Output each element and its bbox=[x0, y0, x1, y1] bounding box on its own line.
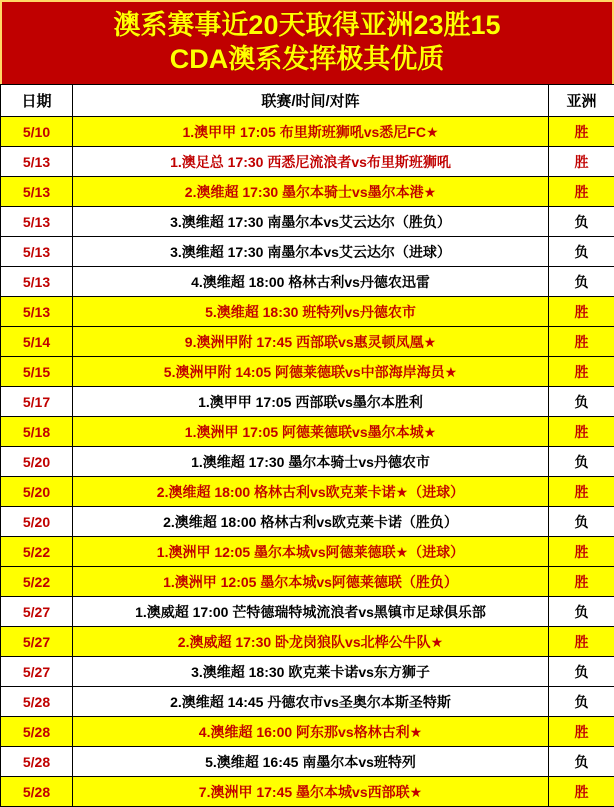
cell-date: 5/13 bbox=[1, 267, 73, 297]
col-header-asia: 亚洲 bbox=[549, 85, 614, 117]
table-row bbox=[1, 147, 614, 177]
table-row bbox=[1, 627, 614, 657]
cell-date: 5/13 bbox=[1, 147, 73, 177]
table-row bbox=[1, 687, 614, 717]
cell-date: 5/13 bbox=[1, 177, 73, 207]
cell-asia-result: 胜 bbox=[549, 777, 614, 807]
cell-date: 5/20 bbox=[1, 507, 73, 537]
cell-match: 1.澳威超 17:00 芒特德瑞特城流浪者vs黑镇市足球俱乐部 bbox=[73, 597, 549, 627]
cell-date: 5/13 bbox=[1, 297, 73, 327]
cell-match: 4.澳维超 18:00 格林古利vs丹德农迅雷 bbox=[73, 267, 549, 297]
table-row bbox=[1, 777, 614, 807]
cell-asia-result: 胜 bbox=[549, 327, 614, 357]
cell-match: 1.澳甲甲 17:05 布里斯班狮吼vs悉尼FC★ bbox=[73, 117, 549, 147]
table-row bbox=[1, 357, 614, 387]
table-row bbox=[1, 387, 614, 417]
table-row bbox=[1, 267, 614, 297]
table-row bbox=[1, 297, 614, 327]
cell-date: 5/27 bbox=[1, 627, 73, 657]
cell-match: 1.澳洲甲 17:05 阿德莱德联vs墨尔本城★ bbox=[73, 417, 549, 447]
cell-asia-result: 胜 bbox=[549, 357, 614, 387]
table-row bbox=[1, 177, 614, 207]
banner-line-1: 澳系赛事近20天取得亚洲23胜15 bbox=[2, 8, 612, 42]
cell-asia-result: 胜 bbox=[549, 297, 614, 327]
table-row bbox=[1, 237, 614, 267]
cell-asia-result: 胜 bbox=[549, 177, 614, 207]
cell-match: 1.澳洲甲 12:05 墨尔本城vs阿德莱德联（胜负） bbox=[73, 567, 549, 597]
cell-asia-result: 胜 bbox=[549, 417, 614, 447]
table-row bbox=[1, 717, 614, 747]
cell-match: 2.澳维超 18:00 格林古利vs欧克莱卡诺★（进球） bbox=[73, 477, 549, 507]
table-row bbox=[1, 657, 614, 687]
table-header-row bbox=[1, 85, 614, 117]
cell-date: 5/10 bbox=[1, 117, 73, 147]
cell-asia-result: 胜 bbox=[549, 627, 614, 657]
table-row bbox=[1, 597, 614, 627]
cell-date: 5/27 bbox=[1, 657, 73, 687]
table-body bbox=[1, 117, 614, 807]
table-row bbox=[1, 417, 614, 447]
table-row bbox=[1, 207, 614, 237]
cell-asia-result: 负 bbox=[549, 447, 614, 477]
table-row bbox=[1, 327, 614, 357]
table-row bbox=[1, 567, 614, 597]
cell-date: 5/13 bbox=[1, 207, 73, 237]
cell-asia-result: 胜 bbox=[549, 717, 614, 747]
cell-date: 5/28 bbox=[1, 717, 73, 747]
col-header-match: 联赛/时间/对阵 bbox=[73, 85, 549, 117]
cell-asia-result: 负 bbox=[549, 267, 614, 297]
cell-asia-result: 胜 bbox=[549, 477, 614, 507]
table-row bbox=[1, 117, 614, 147]
cell-date: 5/22 bbox=[1, 537, 73, 567]
cell-asia-result: 胜 bbox=[549, 567, 614, 597]
cell-date: 5/20 bbox=[1, 477, 73, 507]
cell-match: 1.澳洲甲 12:05 墨尔本城vs阿德莱德联★（进球） bbox=[73, 537, 549, 567]
cell-asia-result: 胜 bbox=[549, 147, 614, 177]
cell-date: 5/28 bbox=[1, 777, 73, 807]
cell-asia-result: 胜 bbox=[549, 117, 614, 147]
cell-date: 5/28 bbox=[1, 687, 73, 717]
cell-date: 5/22 bbox=[1, 567, 73, 597]
cell-match: 3.澳维超 17:30 南墨尔本vs艾云达尔（进球） bbox=[73, 237, 549, 267]
banner-line-2: CDA澳系发挥极其优质 bbox=[2, 42, 612, 76]
cell-asia-result: 负 bbox=[549, 237, 614, 267]
table-row bbox=[1, 447, 614, 477]
cell-match: 2.澳维超 17:30 墨尔本骑士vs墨尔本港★ bbox=[73, 177, 549, 207]
col-header-date: 日期 bbox=[1, 85, 73, 117]
cell-asia-result: 胜 bbox=[549, 537, 614, 567]
cell-match: 2.澳威超 17:30 卧龙岗狼队vs北桦公牛队★ bbox=[73, 627, 549, 657]
cell-match: 7.澳洲甲 17:45 墨尔本城vs西部联★ bbox=[73, 777, 549, 807]
cell-date: 5/18 bbox=[1, 417, 73, 447]
cell-date: 5/20 bbox=[1, 447, 73, 477]
title-banner bbox=[0, 0, 614, 84]
cell-match: 1.澳维超 17:30 墨尔本骑士vs丹德农市 bbox=[73, 447, 549, 477]
cell-asia-result: 负 bbox=[549, 597, 614, 627]
cell-match: 1.澳足总 17:30 西悉尼流浪者vs布里斯班狮吼 bbox=[73, 147, 549, 177]
schedule-table bbox=[0, 84, 614, 807]
cell-date: 5/13 bbox=[1, 237, 73, 267]
table-row bbox=[1, 477, 614, 507]
cell-match: 3.澳维超 18:30 欧克莱卡诺vs东方狮子 bbox=[73, 657, 549, 687]
cell-match: 1.澳甲甲 17:05 西部联vs墨尔本胜利 bbox=[73, 387, 549, 417]
table-row bbox=[1, 507, 614, 537]
cell-match: 5.澳维超 18:30 班特列vs丹德农市 bbox=[73, 297, 549, 327]
cell-match: 5.澳洲甲附 14:05 阿德莱德联vs中部海岸海员★ bbox=[73, 357, 549, 387]
cell-date: 5/28 bbox=[1, 747, 73, 777]
cell-asia-result: 负 bbox=[549, 387, 614, 417]
cell-asia-result: 负 bbox=[549, 747, 614, 777]
table-row bbox=[1, 537, 614, 567]
cell-match: 3.澳维超 17:30 南墨尔本vs艾云达尔（胜负） bbox=[73, 207, 549, 237]
cell-date: 5/14 bbox=[1, 327, 73, 357]
cell-asia-result: 负 bbox=[549, 687, 614, 717]
cell-date: 5/17 bbox=[1, 387, 73, 417]
cell-asia-result: 负 bbox=[549, 207, 614, 237]
cell-match: 2.澳维超 14:45 丹德农市vs圣奥尔本斯圣特斯 bbox=[73, 687, 549, 717]
cell-match: 4.澳维超 16:00 阿东那vs格林古利★ bbox=[73, 717, 549, 747]
cell-asia-result: 负 bbox=[549, 507, 614, 537]
cell-date: 5/15 bbox=[1, 357, 73, 387]
cell-asia-result: 负 bbox=[549, 657, 614, 687]
cell-date: 5/27 bbox=[1, 597, 73, 627]
table-row bbox=[1, 747, 614, 777]
cell-match: 5.澳维超 16:45 南墨尔本vs班特列 bbox=[73, 747, 549, 777]
cell-match: 9.澳洲甲附 17:45 西部联vs惠灵顿凤凰★ bbox=[73, 327, 549, 357]
cell-match: 2.澳维超 18:00 格林古利vs欧克莱卡诺（胜负） bbox=[73, 507, 549, 537]
